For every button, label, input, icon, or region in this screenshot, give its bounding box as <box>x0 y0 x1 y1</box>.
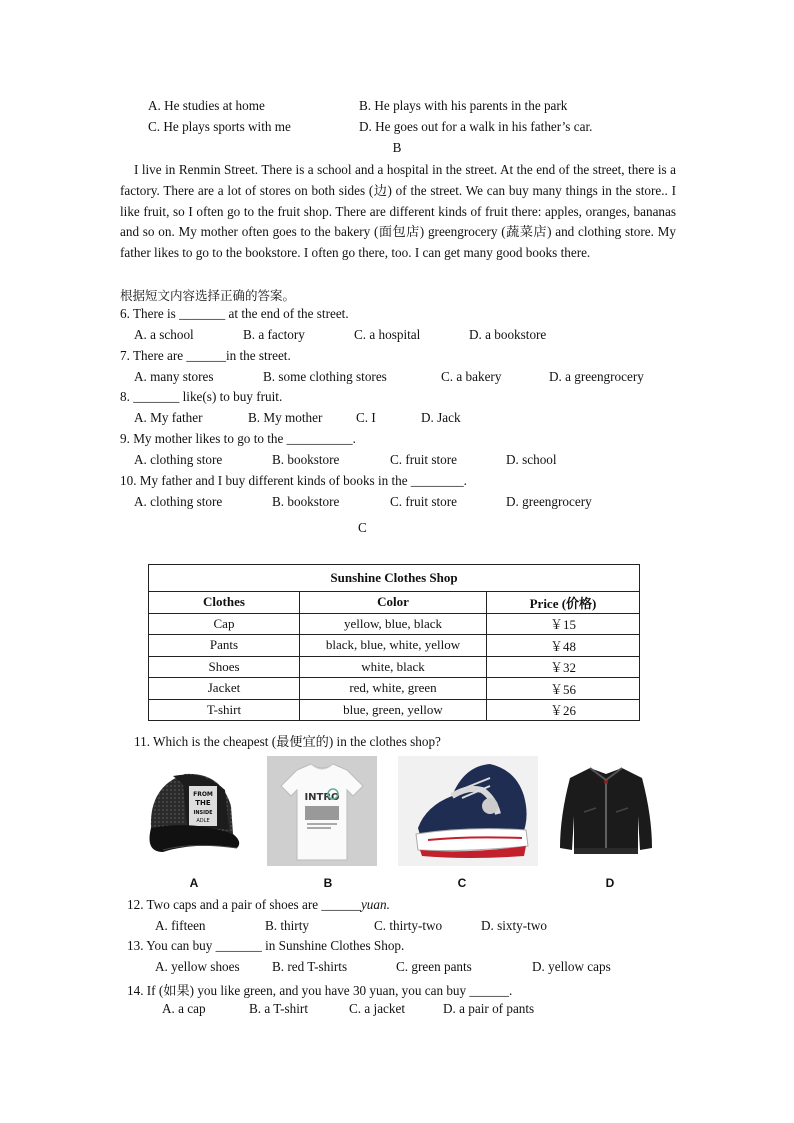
q6-option-a: A. a school <box>134 327 194 342</box>
question-9-stem: 9. My mother likes to go to the __________. <box>120 431 356 446</box>
cell-price: ￥48 <box>487 635 640 657</box>
table-header-clothes: Clothes <box>149 592 300 614</box>
shoe-image <box>398 756 538 866</box>
instruction: 根据短文内容选择正确的答案。 <box>120 288 296 303</box>
q8-option-d: D. Jack <box>421 410 461 425</box>
price-header-text: Price (价格) <box>529 595 597 611</box>
cap-image <box>133 756 245 866</box>
svg-text:FROM: FROM <box>193 791 213 798</box>
cell-price: ￥56 <box>487 678 640 700</box>
q8-option-c: C. I <box>356 410 376 425</box>
q14-option-d: D. a pair of pants <box>443 1001 535 1016</box>
question-8-stem: 8. _______ like(s) to buy fruit. <box>120 389 283 404</box>
table-header-price <box>487 592 640 614</box>
cell-price: ￥15 <box>487 613 640 635</box>
q6-option-b: B. a factory <box>243 327 305 342</box>
q14-option-b: B. a T-shirt <box>249 1001 308 1016</box>
picture-label-b: B <box>323 876 333 890</box>
q14-option-a: A. a cap <box>162 1001 206 1016</box>
q12-option-c: C. thirty-two <box>374 918 443 933</box>
cell-clothes: Pants <box>149 635 300 657</box>
q13-option-b: B. red T-shirts <box>272 959 348 974</box>
jacket-image <box>556 756 656 866</box>
q7-option-b: B. some clothing stores <box>263 369 387 384</box>
q13-option-c: C. green pants <box>396 959 472 974</box>
cell-color: black, blue, white, yellow <box>300 635 487 657</box>
table-row <box>149 613 640 635</box>
q10-option-b: B. bookstore <box>272 494 340 509</box>
q12-option-b: B. thirty <box>265 918 309 933</box>
picture-label-d: D <box>605 876 615 890</box>
question-14-stem: 14. If (如果) you like green, and you have 30 yuan, you can buy ______. <box>127 983 513 998</box>
question-12-stem <box>127 897 390 913</box>
picture-label-c: C <box>457 876 467 890</box>
svg-text:THE: THE <box>195 799 211 807</box>
table-row <box>149 678 640 700</box>
q12-option-a: A. fifteen <box>155 918 206 933</box>
option-top-b: B. He plays with his parents in the park <box>359 98 568 113</box>
cell-clothes: Cap <box>149 613 300 635</box>
section-b-label: B <box>392 140 402 155</box>
q12-option-d: D. sixty-two <box>481 918 547 933</box>
cell-color: red, white, green <box>300 678 487 700</box>
table-header-color: Color <box>300 592 487 614</box>
q8-option-b: B. My mother <box>248 410 323 425</box>
cell-clothes: Jacket <box>149 678 300 700</box>
q10-option-a: A. clothing store <box>134 494 223 509</box>
cell-price: ￥32 <box>487 656 640 678</box>
cell-color: white, black <box>300 656 487 678</box>
cell-color: yellow, blue, black <box>300 613 487 635</box>
table-title: Sunshine Clothes Shop <box>149 565 640 592</box>
picture-label-a: A <box>189 876 199 890</box>
q14-option-c: C. a jacket <box>349 1001 406 1016</box>
reading-passage: I live in Renmin Street. There is a school and a hospital in the street. At the end of the street, there is a factory. There are a lot of stores on both sides (边) of the street. We can buy many things in the store.. I like fruit, so I often go to the fruit shop. There are different kinds of fruit there: apples, oranges, bananas and so on. My mother often goes to the bakery (面包店) greengrocery (蔬菜店) and clothing store. My father likes to go to the bookstore. I often go there, too. I can get many good books there. <box>120 162 676 261</box>
q12-unit: yuan. <box>360 897 390 912</box>
q10-option-d: D. greengrocery <box>506 494 592 509</box>
svg-text:INSIDE: INSIDE <box>193 810 213 816</box>
cell-color: blue, green, yellow <box>300 699 487 721</box>
question-7-stem: 7. There are ______in the street. <box>120 348 291 363</box>
cell-price: ￥26 <box>487 699 640 721</box>
option-top-c: C. He plays sports with me <box>148 119 291 134</box>
question-6-stem: 6. There is _______ at the end of the street. <box>120 306 349 321</box>
q13-option-a: A. yellow shoes <box>155 959 240 974</box>
section-c-label: C <box>358 520 367 535</box>
question-13-stem: 13. You can buy _______ in Sunshine Clothes Shop. <box>127 938 405 953</box>
q9-option-c: C. fruit store <box>390 452 458 467</box>
q6-option-c: C. a hospital <box>354 327 421 342</box>
q7-option-a: A. many stores <box>134 369 214 384</box>
option-top-d: D. He goes out for a walk in his father’s car. <box>359 119 593 134</box>
svg-text:ADLE: ADLE <box>196 818 210 824</box>
table-row <box>149 656 640 678</box>
option-top-a: A. He studies at home <box>148 98 265 113</box>
q9-option-a: A. clothing store <box>134 452 223 467</box>
q6-option-d: D. a bookstore <box>469 327 547 342</box>
t-shirt-image <box>267 756 377 866</box>
q9-option-d: D. school <box>506 452 557 467</box>
cell-clothes: Shoes <box>149 656 300 678</box>
table-row <box>149 699 640 721</box>
q13-option-d: D. yellow caps <box>532 959 611 974</box>
q7-option-c: C. a bakery <box>441 369 502 384</box>
q10-option-c: C. fruit store <box>390 494 458 509</box>
q12-stem-text: 12. Two caps and a pair of shoes are ______ <box>127 897 361 912</box>
cell-clothes: T-shirt <box>149 699 300 721</box>
price-table <box>148 564 640 721</box>
q7-option-d: D. a greengrocery <box>549 369 644 384</box>
q9-option-b: B. bookstore <box>272 452 340 467</box>
q8-option-a: A. My father <box>134 410 203 425</box>
table-row <box>149 635 640 657</box>
question-10-stem: 10. My father and I buy different kinds of books in the ________. <box>120 473 467 488</box>
question-11-stem: 11. Which is the cheapest (最便宜的) in the clothes shop? <box>134 734 441 749</box>
svg-text:INTRO: INTRO <box>304 792 340 803</box>
